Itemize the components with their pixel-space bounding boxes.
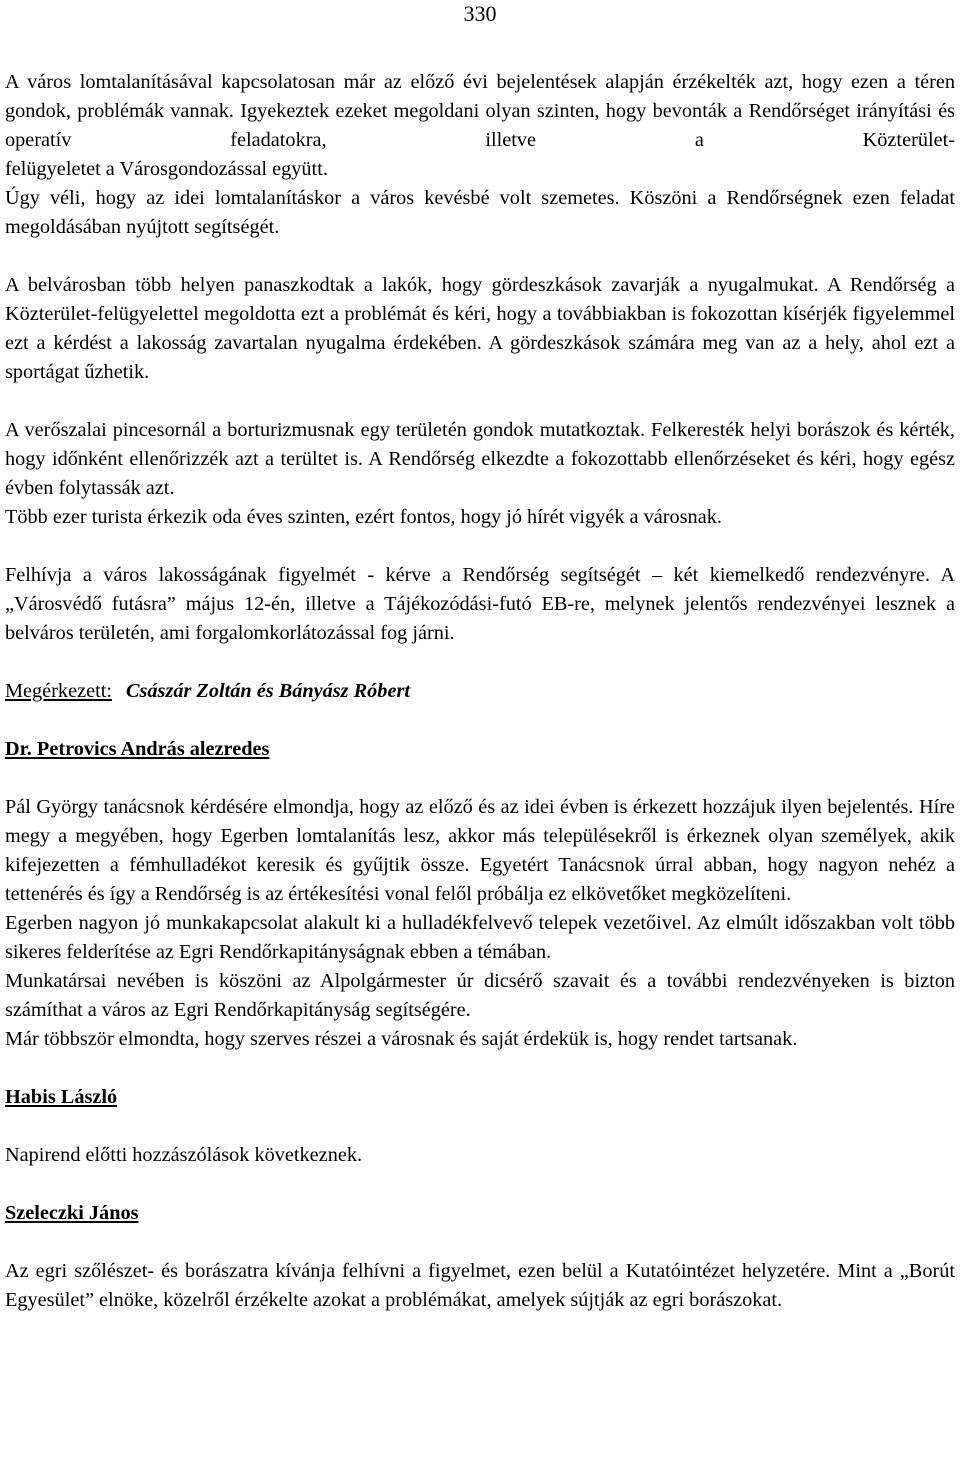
paragraph: Pál György tanácsnok kérdésére elmondja, hogy az előző és az idei évben is érkezett hozzájuk ilyen bejelentés. Híre megy a megyében, hogy Egerben lomtalanítás lesz, akkor más településekről is érkeznek olyan személyek, akik kifejezetten a fémhulladékot keresik és gyűjtik össze. Egyetért Tanácsnok úrral abban, hogy nagyon nehéz a tettenérés és így a Rendőrség is az értékesítési vonal felől próbálja ez elkövetőket megközelíteni. [5,796,955,905]
paragraph: felügyeletet a Városgondozással együtt. [5,158,328,180]
paragraph: Úgy véli, hogy az idei lomtalanításkor a város kevésbé volt szemetes. Köszöni a Rendőrségnek ezen feladat megoldásában nyújtott segítségét. [5,187,955,238]
paragraph: Több ezer turista érkezik oda éves szinten, ezért fontos, hogy jó hírét vigyék a városnak. [5,506,722,528]
document-body [5,68,955,1315]
arrived-names: Császár Zoltán és Bányász Róbert [125,680,410,702]
paragraph: A város lomtalanításával kapcsolatosan már az előző évi bejelentések alapján érzékelték azt, hogy ezen a téren gondok, problémák vannak. Igyekeztek ezeket megoldani olyan szinten, hogy bevonták a Rendőrséget irányítási és operatív feladatokra, illetve a Közterület- [5,71,955,151]
paragraph: Felhívja a város lakosságának figyelmét - kérve a Rendőrség segítségét – két kiemelkedő rendezvényre. A „Városvédő futásra” május 12-én, illetve a Tájékozódási-futó EB-re, melynek jelentős rendezvényei lesznek a belváros területén, ami forgalomkorlátozással fog járni. [5,564,955,644]
paragraph: Egerben nagyon jó munkakapcsolat alakult ki a hulladékfelvevő telepek vezetőivel. Az elmúlt időszakban volt több sikeres felderítése az Egri Rendőrkapitányságnak ebben a témában. [5,912,955,963]
arrived-line [5,677,955,706]
speaker-name: Szeleczki János [5,1202,139,1224]
paragraph: Napirend előtti hozzászólások következnek. [5,1144,363,1166]
page-number: 330 [463,1,497,26]
paragraph: Már többször elmondta, hogy szerves részei a városnak és saját érdekük is, hogy rendet tartsanak. [5,1028,798,1050]
paragraph: Munkatársai nevében is köszöni az Alpolgármester úr dicsérő szavait és a további rendezvényeken is bizton számíthat a város az Egri Rendőrkapitányság segítségére. [5,970,955,1021]
paragraph: A verőszalai pincesornál a borturizmusnak egy területén gondok mutatkoztak. Felkeresték helyi borászok és kérték, hogy időnként ellenőrizzék azt a terültet is. A Rendőrség elkezdte a fokozottabb ellenőrzéseket és kéri, hogy egész évben folytassák azt. [5,419,955,499]
paragraph: Az egri szőlészet- és borászatra kívánja felhívni a figyelmet, ezen belül a Kutatóintézet helyzetére. Mint a „Borút Egyesület” elnöke, közelről érzékelte azokat a problémákat, amelyek sújtják az egri borászokat. [5,1260,955,1311]
paragraph: A belvárosban több helyen panaszkodtak a lakók, hogy gördeszkások zavarják a nyugalmukat. A Rendőrség a Közterület-felügyelettel megoldotta ezt a problémát és kéri, hogy a továbbiakban is fokozottan kísérjék figyelemmel ezt a kérdést a lakosság zavartalan nyugalma érdekében. A gördeszkások számára meg van az a hely, ahol ezt a sportágat űzhetik. [5,274,955,383]
speaker-name: Dr. Petrovics András alezredes [5,738,270,760]
speaker-name: Habis László [5,1086,118,1108]
arrived-label: Megérkezett: [5,680,112,702]
